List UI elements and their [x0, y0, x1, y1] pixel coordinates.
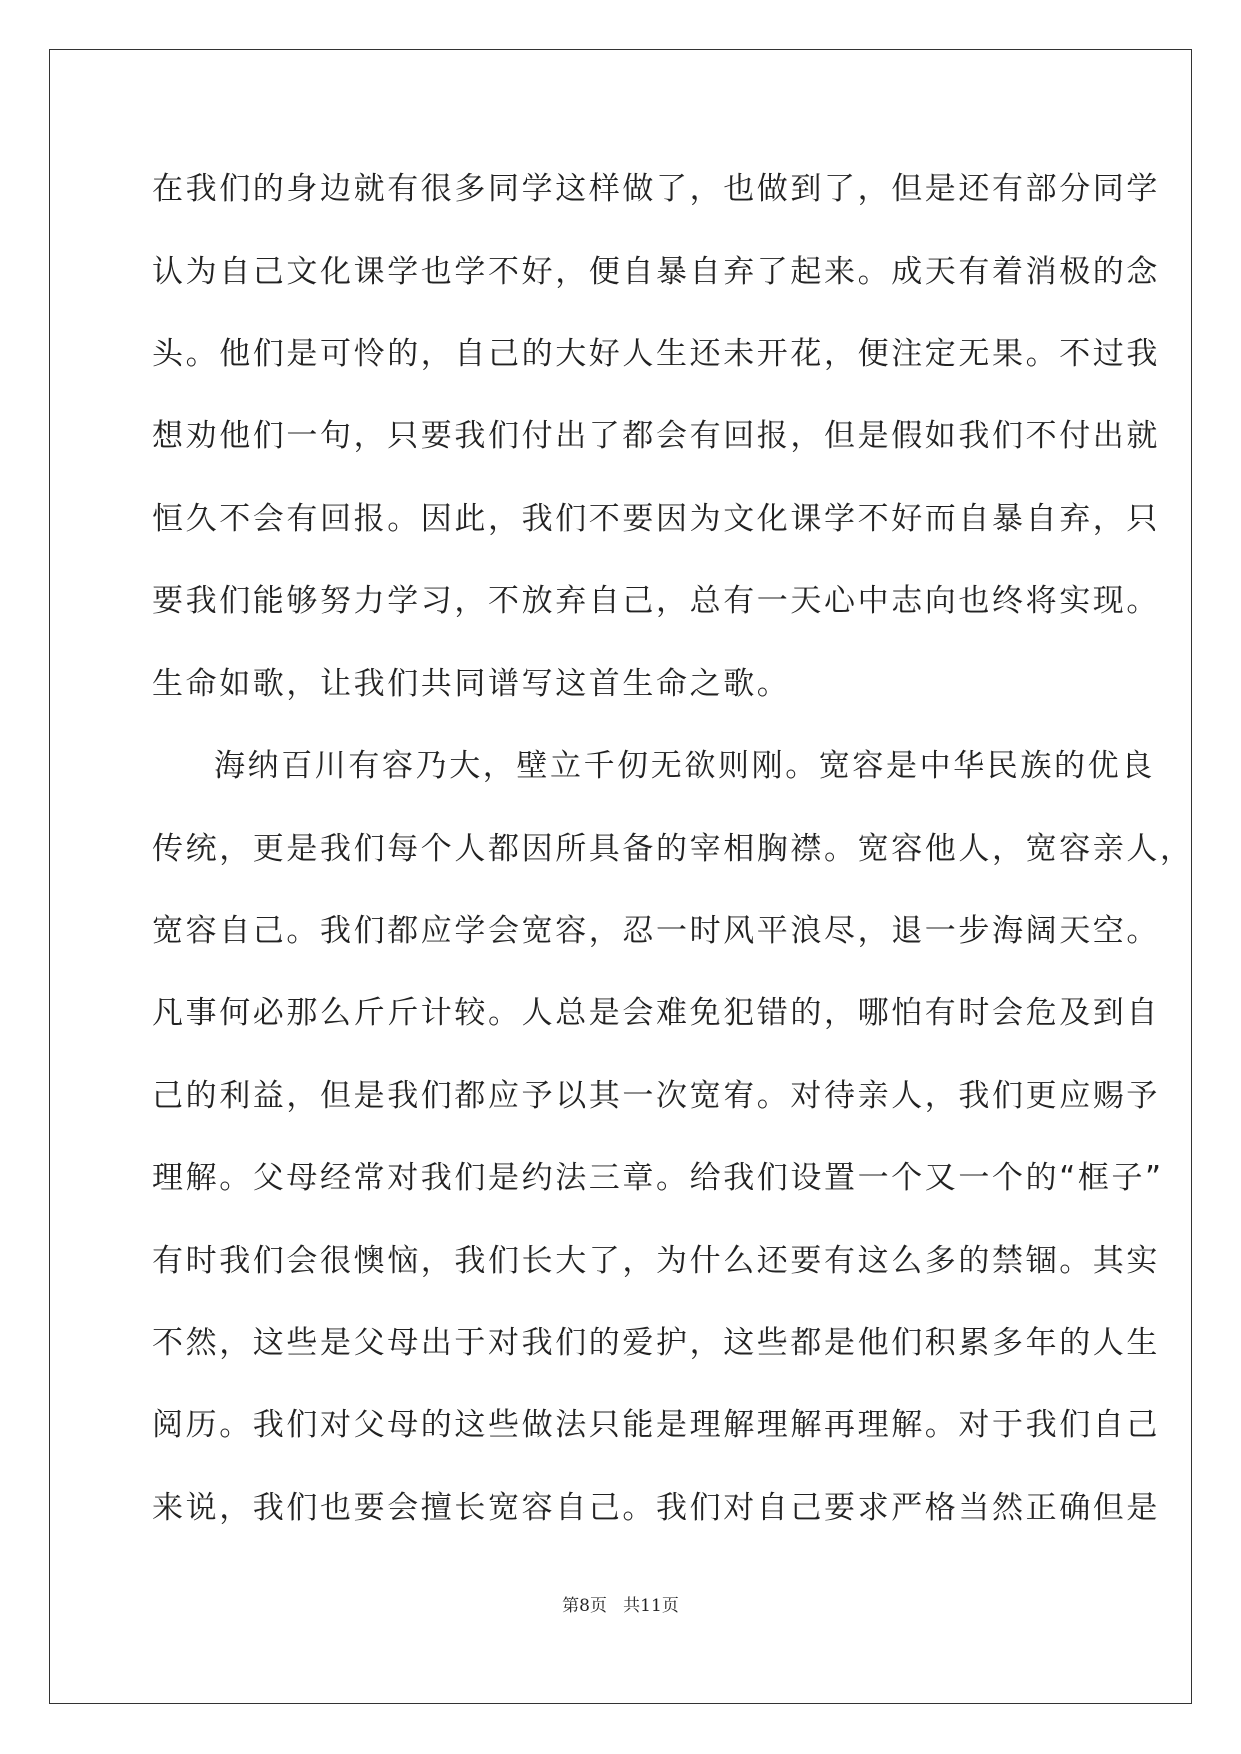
paragraph-first-line: 海纳百川有容乃大，壁立千仞无欲则刚。宽容是中华民族的优良 — [214, 748, 1155, 784]
text-line: 己的利益，但是我们都应予以其一次宽宥。对待亲人，我们更应赐予 — [152, 1078, 1160, 1114]
page-number: 第8页 共11页 — [562, 1596, 679, 1616]
text-line: 认为自己文化课学也学不好，便自暴自弃了起来。成天有着消极的念 — [152, 254, 1160, 290]
text-line: 不然，这些是父母出于对我们的爱护，这些都是他们积累多年的人生 — [152, 1325, 1160, 1361]
text-line: 凡事何必那么斤斤计较。人总是会难免犯错的，哪怕有时会危及到自 — [152, 995, 1160, 1031]
text-line: 在我们的身边就有很多同学这样做了，也做到了，但是还有部分同学 — [152, 171, 1160, 207]
page-border — [49, 49, 1192, 1704]
text-line: 头。他们是可怜的，自己的大好人生还未开花，便注定无果。不过我 — [152, 336, 1160, 372]
text-line: 有时我们会很懊恼，我们长大了，为什么还要有这么多的禁锢。其实 — [152, 1243, 1160, 1279]
text-line: 理解。父母经常对我们是约法三章。给我们设置一个又一个的“框子” — [152, 1160, 1164, 1196]
text-line: 传统，更是我们每个人都因所具备的宰相胸襟。宽容他人，宽容亲人， — [152, 831, 1194, 867]
text-line: 想劝他们一句，只要我们付出了都会有回报，但是假如我们不付出就 — [152, 418, 1160, 454]
text-line: 阅历。我们对父母的这些做法只能是理解理解再理解。对于我们自己 — [152, 1407, 1160, 1443]
text-line: 生命如歌，让我们共同谱写这首生命之歌。 — [152, 666, 791, 702]
text-line: 来说，我们也要会擅长宽容自己。我们对自己要求严格当然正确但是 — [152, 1490, 1160, 1526]
text-line: 恒久不会有回报。因此，我们不要因为文化课学不好而自暴自弃，只 — [152, 501, 1160, 537]
text-line: 要我们能够努力学习，不放弃自己，总有一天心中志向也终将实现。 — [152, 583, 1160, 619]
text-line: 宽容自己。我们都应学会宽容，忍一时风平浪尽，退一步海阔天空。 — [152, 913, 1160, 949]
page-footer — [0, 1594, 1241, 1618]
